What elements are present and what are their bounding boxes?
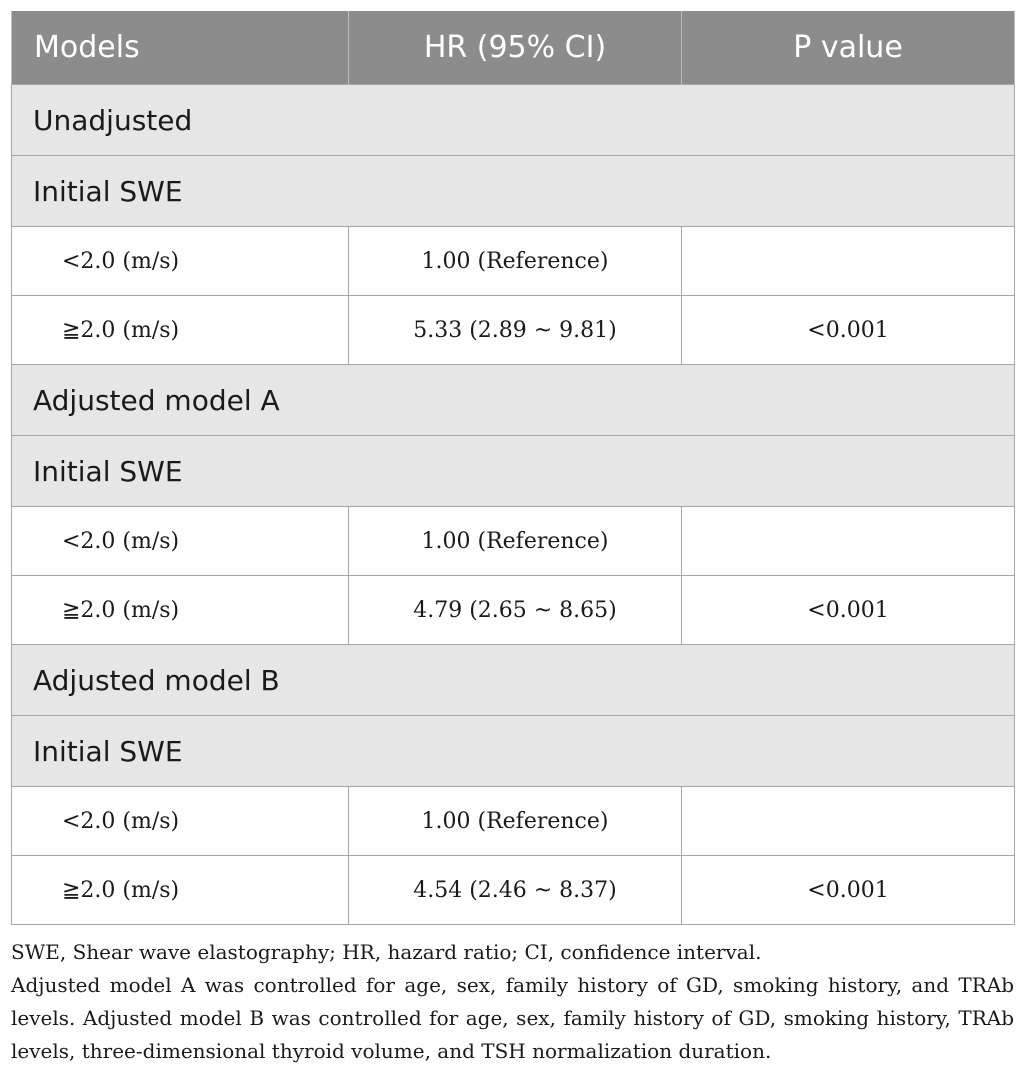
subheading-row	[12, 436, 1015, 507]
row-hr: 1.00 (Reference)	[349, 507, 682, 576]
row-p-value	[682, 227, 1015, 296]
row-hr: 1.00 (Reference)	[349, 227, 682, 296]
table-header-row	[12, 11, 1015, 85]
model-label: Unadjusted	[12, 85, 1015, 156]
table-row	[12, 227, 1015, 296]
table-row	[12, 507, 1015, 576]
header-hr: HR (95% CI)	[349, 11, 682, 85]
subheading-label: Initial SWE	[12, 436, 1015, 507]
row-p-value: <0.001	[682, 576, 1015, 645]
row-hr: 1.00 (Reference)	[349, 787, 682, 856]
footnote-models: Adjusted model A was controlled for age, sex, family history of GD, smoking history, and TRAb levels. Adjusted model B was controlled for age, sex, family history of GD, smoking history, TRAb levels, three-dimensional thyroid volume, and TSH normalization duration.	[11, 973, 1014, 1063]
model-label: Adjusted model B	[12, 645, 1015, 716]
row-label: <2.0 (m/s)	[12, 507, 349, 576]
row-p-value	[682, 787, 1015, 856]
table-row	[12, 856, 1015, 925]
model-row-unadjusted	[12, 85, 1015, 156]
hazard-ratio-table	[11, 11, 1015, 925]
subheading-row	[12, 156, 1015, 227]
header-models: Models	[12, 11, 349, 85]
subheading-row	[12, 716, 1015, 787]
row-p-value: <0.001	[682, 296, 1015, 365]
row-hr: 4.54 (2.46 ~ 8.37)	[349, 856, 682, 925]
model-label: Adjusted model A	[12, 365, 1015, 436]
table-row	[12, 576, 1015, 645]
subheading-label: Initial SWE	[12, 716, 1015, 787]
row-label: ≧2.0 (m/s)	[12, 296, 349, 365]
footnote-abbreviations: SWE, Shear wave elastography; HR, hazard ratio; CI, confidence interval.	[11, 940, 762, 964]
row-hr: 4.79 (2.65 ~ 8.65)	[349, 576, 682, 645]
row-label: <2.0 (m/s)	[12, 787, 349, 856]
row-hr: 5.33 (2.89 ~ 9.81)	[349, 296, 682, 365]
hazard-ratio-table-container	[11, 11, 1014, 925]
row-p-value: <0.001	[682, 856, 1015, 925]
row-p-value	[682, 507, 1015, 576]
header-p-value: P value	[682, 11, 1015, 85]
row-label: ≧2.0 (m/s)	[12, 576, 349, 645]
table-row	[12, 787, 1015, 856]
model-row-adjusted-a	[12, 365, 1015, 436]
table-footnotes	[11, 936, 1014, 1068]
row-label: ≧2.0 (m/s)	[12, 856, 349, 925]
subheading-label: Initial SWE	[12, 156, 1015, 227]
table-row	[12, 296, 1015, 365]
model-row-adjusted-b	[12, 645, 1015, 716]
row-label: <2.0 (m/s)	[12, 227, 349, 296]
